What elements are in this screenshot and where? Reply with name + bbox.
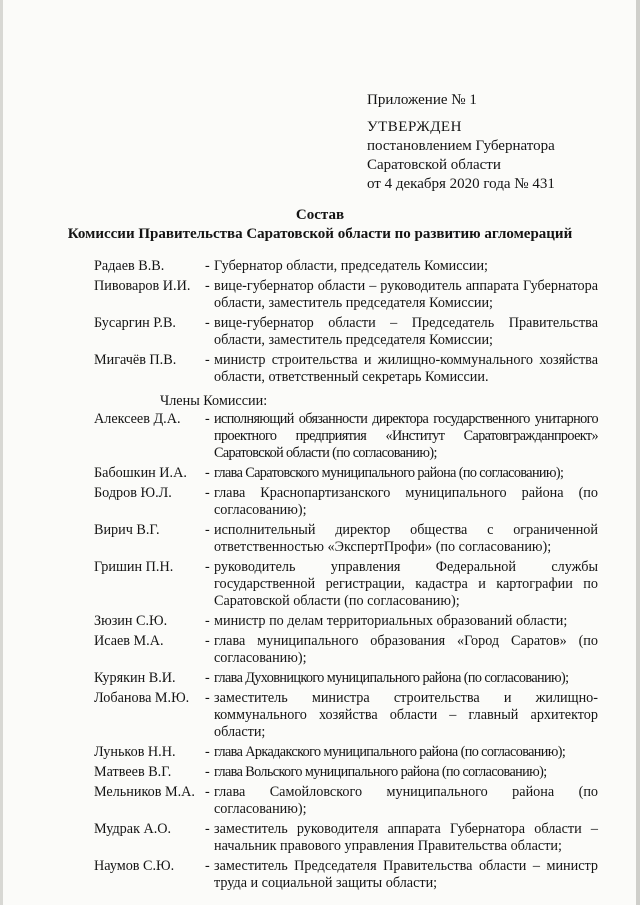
member-name: Мельников М.А. xyxy=(94,784,195,800)
dash-separator: - xyxy=(205,352,210,368)
dash-separator: - xyxy=(205,784,210,800)
member-role: исполняющий обязанности директора государственного унитарного проектного предприятия «Институт Саратовгражданпроект» Саратовской области (по согласованию); xyxy=(214,411,598,461)
dash-separator: - xyxy=(205,764,210,780)
roster-row xyxy=(94,559,598,610)
member-role: Губернатор области, председатель Комиссии; xyxy=(214,258,488,274)
member-name: Гришин П.Н. xyxy=(94,559,174,575)
roster-row xyxy=(94,690,598,741)
approval-line: от 4 декабря 2020 года № 431 xyxy=(367,176,555,192)
member-name: Бусаргин Р.В. xyxy=(94,315,176,331)
roster-row xyxy=(94,278,598,312)
member-role: вице-губернатор области – руководитель аппарата Губернатора области, заместитель председателя Комиссии; xyxy=(214,278,598,311)
roster-row xyxy=(94,352,598,386)
member-name: Луньков Н.Н. xyxy=(94,744,176,760)
roster-row xyxy=(94,613,598,630)
approval-line: Саратовской области xyxy=(367,157,501,173)
member-name: Матвеев В.Г. xyxy=(94,764,172,780)
member-name: Мигачёв П.В. xyxy=(94,352,177,368)
dash-separator: - xyxy=(205,485,210,501)
member-role: исполнительный директор общества с ограниченной ответственностью «ЭкспертПрофи» (по согласованию); xyxy=(214,522,598,555)
approval-stamp-text: УТВЕРЖДЕН xyxy=(367,119,462,135)
member-name: Бабошкин И.А. xyxy=(94,465,187,481)
dash-separator: - xyxy=(205,744,210,760)
dash-separator: - xyxy=(205,821,210,837)
document-title: Состав xyxy=(295,207,345,223)
roster-row xyxy=(94,858,598,892)
member-role: вице-губернатор области – Председатель Правительства области, заместитель председателя Комиссии; xyxy=(214,315,598,348)
roster-row xyxy=(94,522,598,556)
roster-row xyxy=(94,485,598,519)
member-role: министр строительства и жилищно-коммунального хозяйства области, ответственный секретарь Комиссии. xyxy=(214,352,598,385)
roster-row xyxy=(94,411,598,462)
roster-row xyxy=(94,258,598,275)
member-role: глава Вольского муниципального района (по согласованию); xyxy=(214,764,547,780)
roster-row xyxy=(94,465,598,482)
dash-separator: - xyxy=(205,690,210,706)
dash-separator: - xyxy=(205,278,210,294)
member-name: Бодров Ю.Л. xyxy=(94,485,172,501)
approval-line: постановлением Губернатора xyxy=(367,138,555,154)
dash-separator: - xyxy=(205,613,210,629)
member-role: министр по делам территориальных образований области; xyxy=(214,613,568,629)
member-role: глава Краснопартизанского муниципального района (по согласованию); xyxy=(214,485,598,518)
roster-row xyxy=(94,821,598,855)
member-name: Мудрак А.О. xyxy=(94,821,172,837)
dash-separator: - xyxy=(205,522,210,538)
dash-separator: - xyxy=(205,670,210,686)
member-role: глава Саратовского муниципального района (по согласованию); xyxy=(214,465,564,481)
member-role: заместитель Председателя Правительства области – министр труда и социальной защиты области; xyxy=(214,858,598,891)
member-name: Радаев В.В. xyxy=(94,258,165,274)
approval-block xyxy=(367,91,555,194)
member-name: Исаев М.А. xyxy=(94,633,164,649)
document-subtitle: Комиссии Правительства Саратовской области по развитию агломераций xyxy=(67,226,573,242)
dash-separator: - xyxy=(205,315,210,331)
members-heading: Члены Комиссии: xyxy=(160,393,268,409)
scan-edge-left xyxy=(0,0,3,905)
member-role: руководитель управления Федеральной службы государственной регистрации, кадастра и картографии по Саратовской области (по согласованию); xyxy=(214,559,598,609)
member-role: глава Аркадакского муниципального района (по согласованию); xyxy=(214,744,566,760)
member-role: глава Самойловского муниципального района (по согласованию); xyxy=(214,784,598,817)
member-name: Курякин В.И. xyxy=(94,670,176,686)
member-name: Лобанова М.Ю. xyxy=(94,690,190,706)
scan-edge-right xyxy=(636,0,640,905)
roster-row xyxy=(94,784,598,818)
dash-separator: - xyxy=(205,633,210,649)
member-name: Пивоваров И.И. xyxy=(94,278,191,294)
commission-roster xyxy=(94,258,598,895)
member-role: заместитель министра строительства и жилищно-коммунального хозяйства области – главный архитектор области; xyxy=(214,690,598,740)
roster-row xyxy=(94,670,598,687)
dash-separator: - xyxy=(205,465,210,481)
roster-row xyxy=(94,315,598,349)
dash-separator: - xyxy=(205,559,210,575)
annex-number: Приложение № 1 xyxy=(367,92,477,108)
roster-row xyxy=(94,633,598,667)
dash-separator: - xyxy=(205,858,210,874)
member-name: Вирич В.Г. xyxy=(94,522,160,538)
member-role: заместитель руководителя аппарата Губернатора области – начальник правового управления Правительства области; xyxy=(214,821,598,854)
roster-row xyxy=(94,764,598,781)
dash-separator: - xyxy=(205,258,210,274)
roster-row xyxy=(94,744,598,761)
member-name: Алексеев Д.А. xyxy=(94,411,181,427)
member-name: Зюзин С.Ю. xyxy=(94,613,168,629)
dash-separator: - xyxy=(205,411,210,427)
member-name: Наумов С.Ю. xyxy=(94,858,175,874)
member-role: глава муниципального образования «Город Саратов» (по согласованию); xyxy=(214,633,598,666)
member-role: глава Духовницкого муниципального района (по согласованию); xyxy=(214,670,569,686)
